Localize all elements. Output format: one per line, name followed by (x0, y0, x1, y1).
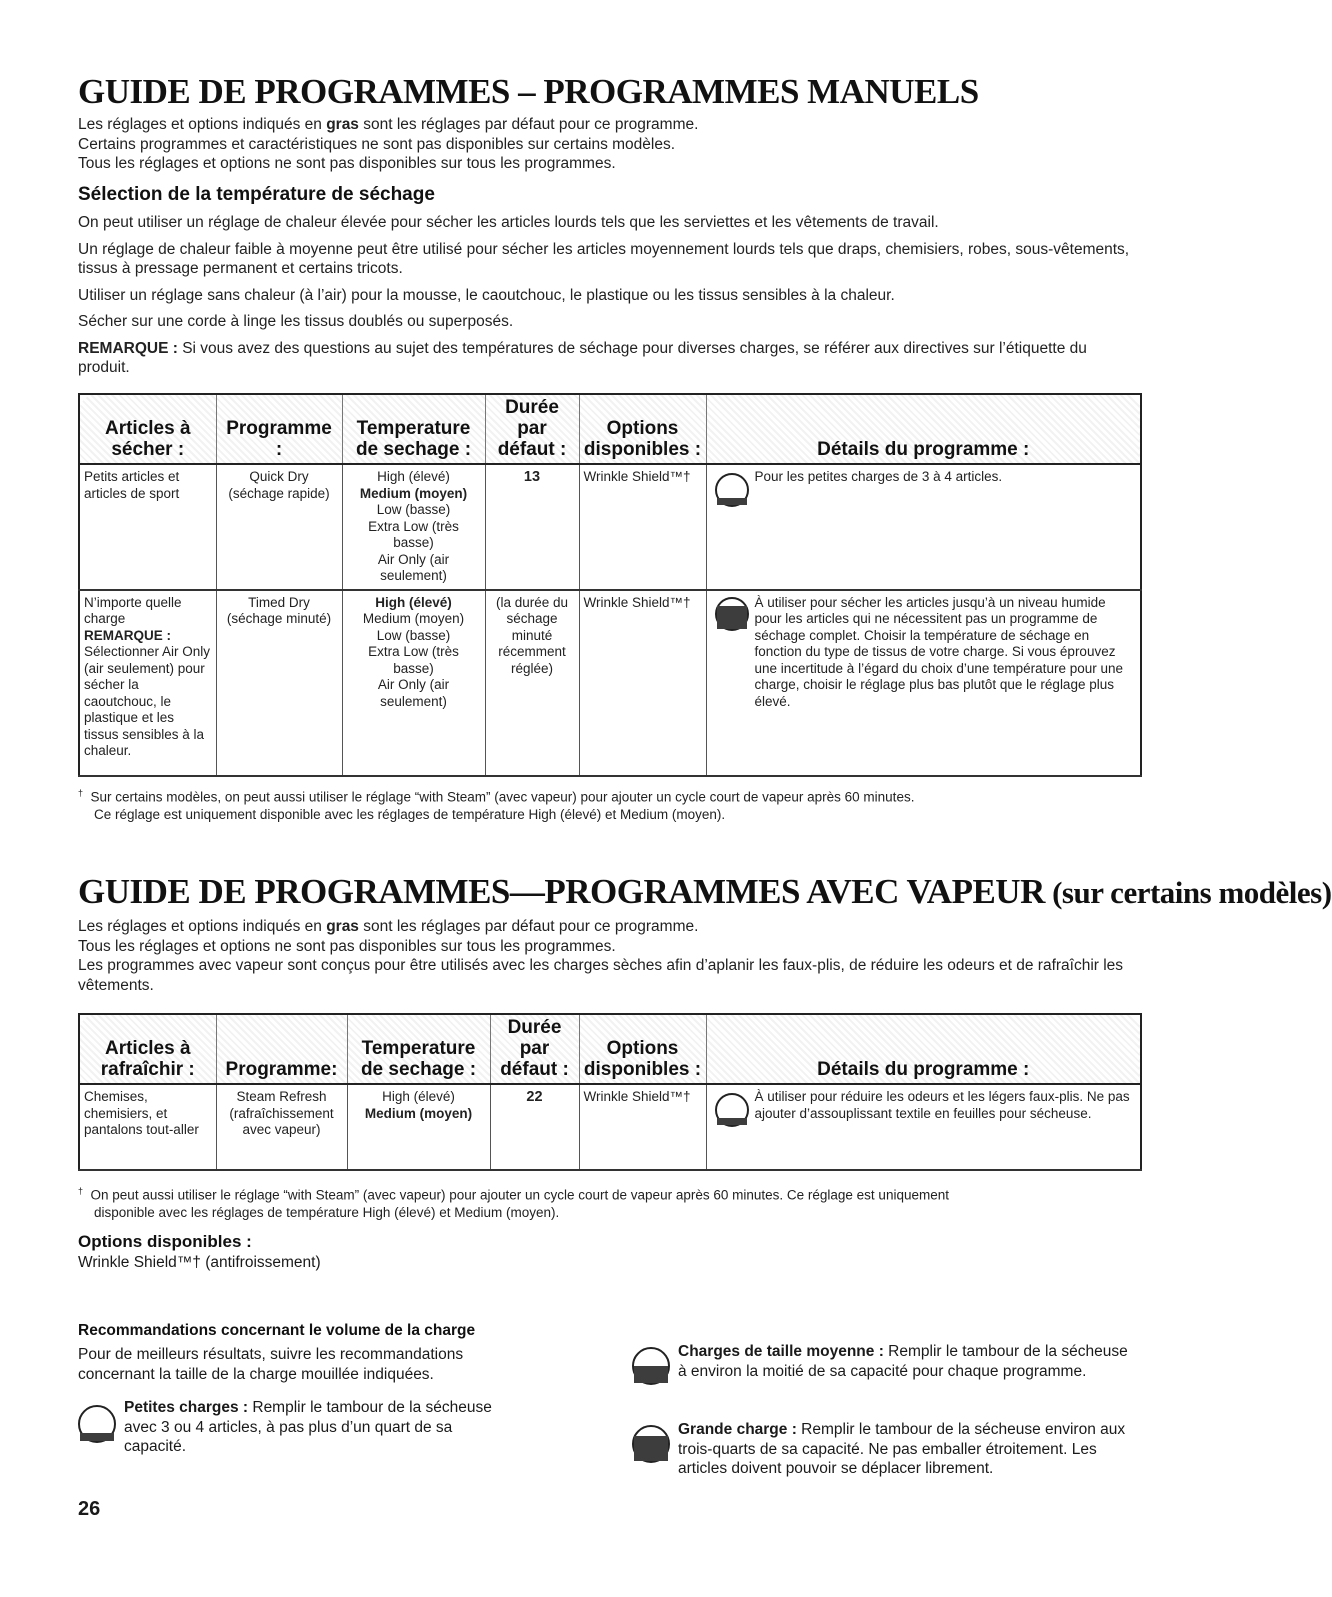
load-size-small-icon (715, 1093, 749, 1127)
duree-cell: 22 (490, 1084, 579, 1170)
duree-cell: (la durée du séchage minuté récemment réglée) (485, 590, 579, 776)
options-cell: Wrinkle Shield™† (579, 1084, 706, 1170)
intro-line: Les programmes avec vapeur sont conçus pour être utilisés avec les charges sèches afin d’aplanir les faux-plis, de réduire les odeurs et de rafraîchir les vêtements. (78, 957, 1124, 994)
header-programme: Programme: (216, 1014, 347, 1084)
header-duree: Durée par défaut : (490, 1014, 579, 1084)
temp-option: Medium (moyen) (364, 1105, 473, 1121)
articles-cell: N’importe quelle charge REMARQUE : Sélectionner Air Only (air seulement) pour sécher la caoutchouc, le plastique et les tissus sensibles à la chaleur. (79, 590, 216, 776)
temp-option: High (élevé) (375, 594, 452, 610)
load-item-medium: Charges de taille moyenne : Remplir le tambour de la sécheuse à environ la moitié de sa capacité pour chaque programme. (632, 1342, 1132, 1381)
temp-option: High (élevé) (382, 1089, 455, 1104)
header-programme: Programme : (216, 394, 342, 464)
details-cell (706, 590, 1141, 776)
details-cell (706, 464, 1141, 590)
paragraph: Sécher sur une corde à linge les tissus doublés ou superposés. (78, 313, 514, 330)
table-row (79, 590, 1141, 776)
temperature-cell (342, 590, 485, 776)
details-text: À utiliser pour sécher les articles jusqu’à un niveau humide pour les articles qui ne nécessitent pas un programme de séchage complet. Choisir la température de séchage en fonction du type de tissus de votre charge. Si vous éprouvez une incertitude à l’égard du choix d’une température pour une charge, choisir le réglage plus bas plutôt que le réglage plus élevé. (754, 594, 1123, 709)
intro-line: Les réglages et options indiqués en gras sont les réglages par défaut pour ce programme. (78, 116, 699, 133)
drying-temperature-heading: Sélection de la température de séchage (78, 184, 435, 205)
steam-cycles-table (78, 1013, 1142, 1171)
load-heading: Recommandations concernant le volume de la charge (78, 1322, 476, 1339)
drying-temperature-text (78, 213, 1138, 385)
header-options: Options disponibles : (579, 394, 706, 464)
programme-cell: Timed Dry (séchage minuté) (216, 590, 342, 776)
temp-option: Low (basse) (376, 627, 451, 643)
header-details: Détails du programme : (706, 1014, 1141, 1084)
programme-cell: Steam Refresh (rafraîchissement avec vapeur) (216, 1084, 347, 1170)
temp-option: Extra Low (très basse) (368, 518, 459, 550)
load-item-large: Grande charge : Remplir le tambour de la sécheuse environ aux trois-quarts de sa capacité. Ne pas emballer étroitement. Les articles doivent pouvoir se déplacer librement. (632, 1420, 1132, 1479)
temp-option: Medium (moyen) (359, 485, 468, 501)
temp-option: High (élevé) (377, 469, 450, 484)
temperature-cell (342, 464, 485, 590)
header-temperature: Temperature de sechage : (342, 394, 485, 464)
table-row (79, 1084, 1141, 1170)
options-heading: Options disponibles : (78, 1232, 252, 1251)
temp-option: Air Only (air seulement) (377, 677, 450, 709)
options-text: Wrinkle Shield™† (antifroissement) (78, 1254, 321, 1271)
details-cell (706, 1084, 1141, 1170)
header-articles: Articles à sécher : (79, 394, 216, 464)
header-duree: Durée par défaut : (485, 394, 579, 464)
section1-intro (78, 115, 698, 174)
load-size-large-icon (632, 1425, 670, 1463)
temp-option: Low (basse) (376, 502, 451, 517)
section2-footnote: † On peut aussi utiliser le réglage “with Steam” (avec vapeur) pour ajouter un cycle court de vapeur après 60 minutes. Ce réglage est uniquement disponible avec les réglages de température High (élevé) et Medium (moyen). (78, 1186, 949, 1220)
header-articles: Articles à rafraîchir : (79, 1014, 216, 1084)
intro-line: Les réglages et options indiqués en gras sont les réglages par défaut pour ce programme. (78, 918, 699, 935)
load-intro: Pour de meilleurs résultats, suivre les recommandations concernant la taille de la charge mouillée indiquées. (78, 1346, 464, 1383)
paragraph: Un réglage de chaleur faible à moyenne peut être utilisé pour sécher les articles moyennement lourds tels que draps, chemisiers, robes, sous-vêtements, tissus à pressage permanent et certains tricots. (78, 240, 1130, 277)
paragraph: On peut utiliser un réglage de chaleur élevée pour sécher les articles lourds tels que les serviettes et les vêtements de travail. (78, 214, 939, 231)
header-temperature: Temperature de sechage : (347, 1014, 490, 1084)
section2-intro (78, 917, 1148, 995)
section1-title: GUIDE DE PROGRAMMES – PROGRAMMES MANUELS (78, 72, 979, 111)
section2-title: GUIDE DE PROGRAMMES—PROGRAMMES AVEC VAPEUR (sur certains modèles) (78, 872, 1332, 911)
duree-cell: 13 (485, 464, 579, 590)
articles-cell: Chemises, chemisiers, et pantalons tout-aller (79, 1084, 216, 1170)
temp-option: Medium (moyen) (362, 611, 465, 626)
note-paragraph: REMARQUE : Si vous avez des questions au sujet des températures de séchage pour diverses charges, se référer aux directives sur l’étiquette du produit. (78, 339, 1087, 376)
temp-option: Extra Low (très basse) (368, 644, 459, 676)
details-text: Pour les petites charges de 3 à 4 articles. (754, 469, 1003, 484)
programme-cell: Quick Dry (séchage rapide) (216, 464, 342, 590)
table-row (79, 464, 1141, 590)
temp-option: Air Only (air seulement) (377, 551, 450, 583)
page-number: 26 (78, 1498, 101, 1520)
manual-cycles-table (78, 393, 1142, 777)
options-cell: Wrinkle Shield™† (579, 590, 706, 776)
intro-line: Tous les réglages et options ne sont pas disponibles sur tous les programmes. (78, 155, 616, 172)
section1-footnote: † Sur certains modèles, on peut aussi utiliser le réglage “with Steam” (avec vapeur) pour ajouter un cycle court de vapeur après 60 minutes. Ce réglage est uniquement disponible avec les réglages de température High (élevé) et Medium (moyen). (78, 788, 915, 822)
header-details: Détails du programme : (706, 394, 1141, 464)
paragraph: Utiliser un réglage sans chaleur (à l’air) pour la mousse, le caoutchouc, le plastique ou les tissus sensibles à la chaleur. (78, 286, 895, 304)
load-size-small-icon (78, 1405, 116, 1443)
temperature-cell (347, 1084, 490, 1170)
intro-line: Certains programmes et caractéristiques ne sont pas disponibles sur certains modèles. (78, 135, 676, 153)
available-options (78, 1232, 321, 1272)
options-cell: Wrinkle Shield™† (579, 464, 706, 590)
details-text: À utiliser pour réduire les odeurs et les légers faux-plis. Ne pas ajouter d’assouplissant textile en feuilles pour sécheuse. (754, 1089, 1130, 1121)
load-size-large-icon (715, 597, 749, 631)
load-size-small-icon (715, 473, 749, 507)
header-options: Options disponibles : (579, 1014, 706, 1084)
intro-line: Tous les réglages et options ne sont pas disponibles sur tous les programmes. (78, 937, 616, 955)
load-item-small: Petites charges : Remplir le tambour de la sécheuse avec 3 ou 4 articles, à pas plus d’un quart de sa capacité. (78, 1398, 498, 1457)
load-size-medium-icon (632, 1347, 670, 1385)
articles-cell: Petits articles et articles de sport (79, 464, 216, 590)
